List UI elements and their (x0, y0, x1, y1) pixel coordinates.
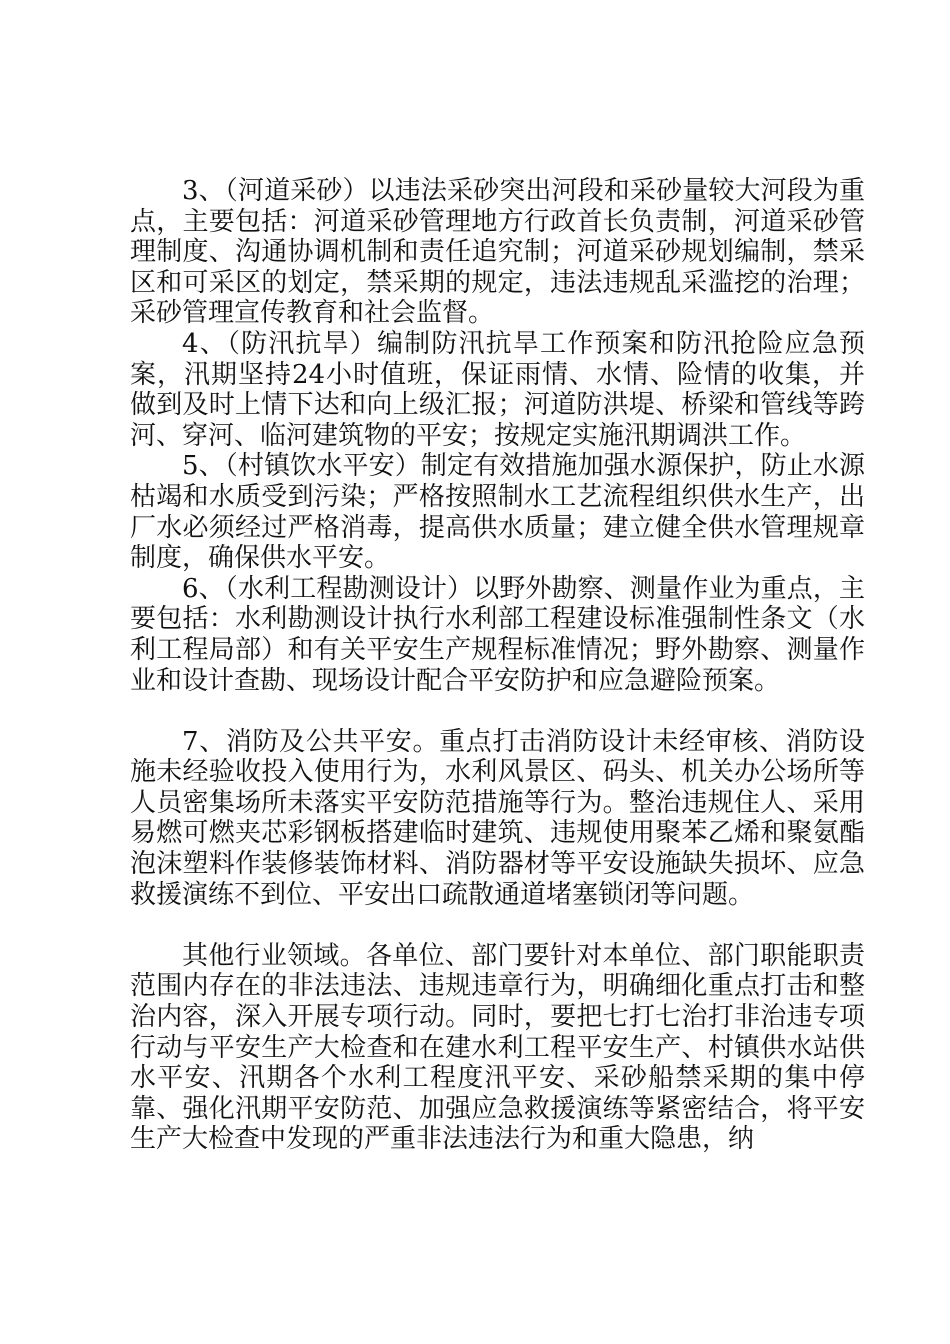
paragraph-fire-public-safety: 7、消防及公共平安。重点打击消防设计未经审核、消防设施未经验收投入使用行为，水利风景区、码头、机关办公场所等人员密集场所未落实平安防范措施等行为。整治违规住人、采用易燃可燃夹芯彩钢板搭建临时建筑、违规使用聚苯乙烯和聚氨酯泡沫塑料作装修装饰材料、消防器材等平安设施缺失损坏、应急救援演练不到位、平安出口疏散通道堵塞锁闭等问题。 (130, 726, 865, 910)
paragraph-flood-drought-control: 4、（防汛抗旱）编制防汛抗旱工作预案和防汛抢险应急预案，汛期坚持24小时值班，保证雨情、水情、险情的收集，并做到及时上情下达和向上级汇报；河道防洪堤、桥梁和管线等跨河、穿河、临河建筑物的平安；按规定实施汛期调洪工作。 (130, 328, 865, 451)
paragraph-other-sectors: 其他行业领域。各单位、部门要针对本单位、部门职能职责范围内存在的非法违法、违规违章行为，明确细化重点打击和整治内容，深入开展专项行动。同时，要把七打七治打非治违专项行动与平安生产大检查和在建水利工程平安生产、村镇供水站供水平安、汛期各个水利工程度汛平安、采砂船禁采期的集中停靠、强化汛期平安防范、加强应急救援演练等紧密结合，将平安生产大检查中发现的严重非法违法行为和重大隐患，纳 (130, 940, 865, 1155)
paragraph-survey-design: 6、（水利工程勘测设计）以野外勘察、测量作业为重点，主要包括：水利勘测设计执行水利部工程建设标准强制性条文（水利工程局部）和有关平安生产规程标准情况；野外勘察、测量作业和设计查勘、现场设计配合平安防护和应急避险预案。 (130, 573, 865, 696)
paragraph-river-sand-mining: 3、（河道采砂）以违法采砂突出河段和采砂量较大河段为重点，主要包括：河道采砂管理地方行政首长负责制，河道采砂管理制度、沟通协调机制和责任追究制；河道采砂规划编制，禁采区和可采区的划定，禁采期的规定，违法违规乱采滥挖的治理；采砂管理宣传教育和社会监督。 (130, 176, 865, 329)
document-body (130, 176, 865, 1155)
paragraph-rural-water-safety: 5、（村镇饮水平安）制定有效措施加强水源保护，防止水源枯竭和水质受到污染；严格按照制水工艺流程组织供水生产，出厂水必须经过严格消毒，提高供水质量；建立健全供水管理规章制度，确保供水平安。 (130, 451, 865, 574)
